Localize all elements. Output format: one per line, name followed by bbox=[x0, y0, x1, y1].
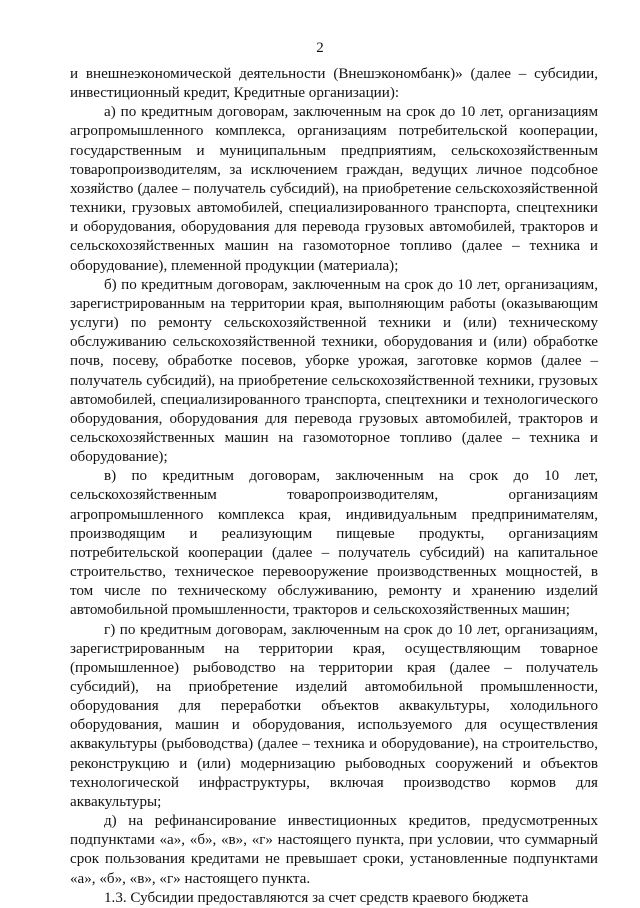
paragraph-1-3: 1.3. Субсидии предоставляются за счет средств краевого бюджета bbox=[104, 889, 529, 906]
paragraph-v: в) по кредитным договорам, заключенным на срок до 10 лет, сельскохозяйственным товаропроизводителям, организациям агропромышленного комплекса края, индивидуальным предпринимателям, производящим и реализующим пищевые продукты, организациям потребительской кооперации (далее – получатель субсидий) на капитальное строительство, техническое перевооружение производственных мощностей, в том числе по техническому обслуживанию, ремонту и хранению изделий автомобильной промышленности, тракторов и сельскохозяйственных машин; bbox=[70, 468, 598, 619]
paragraph-a: а) по кредитным договорам, заключенным на срок до 10 лет, организациям агропромышленного комплекса, организациям потребительской кооперации, государственным и муниципальным предприятиям, сельскохозяйственным товаропроизводителям, за исключением граждан, ведущих личное подсобное хозяйство (далее – получатель субсидий), на приобретение сельскохозяйственной техники, грузовых автомобилей, специализированного транспорта, спецтехники и оборудования, оборудования для перевода грузовых автомобилей, тракторов и сельскохозяйственных машин на газомоторное топливо (далее – техника и оборудование), племенной продукции (материала); bbox=[70, 104, 598, 274]
paragraph-d: д) на рефинансирование инвестиционных кредитов, предусмотренных подпунктами «а», «б», «в», «г» настоящего пункта, при условии, что суммарный срок пользования кредитами не превышает сроки, установленные подпунктами «а», «б», «в», «г» настоящего пункта. bbox=[70, 813, 598, 887]
paragraph-b: б) по кредитным договорам, заключенным на срок до 10 лет, организациям, зарегистрированным на территории края, выполняющим работы (оказывающим услуги) по ремонту сельскохозяйственной техники и (или) техническому обслуживанию сельскохозяйственной техники, оборудования и (или) обработке почв, посеву, обработке посевов, уборке урожая, заготовке кормов (далее – получатель субсидий), на приобретение сельскохозяйственной техники, грузовых автомобилей, специализированного транспорта, спецтехники и технологического оборудования, оборудования для перевода грузовых автомобилей, тракторов и сельскохозяйственных машин на газомоторное топливо (далее – техника и оборудование); bbox=[70, 276, 598, 466]
document-body bbox=[70, 65, 598, 908]
paragraph-intro: и внешнеэкономической деятельности (Внешэкономбанк)» (далее – субсидии, инвестиционный кредит, Кредитные организации): bbox=[70, 66, 598, 102]
paragraph-g: г) по кредитным договорам, заключенным на срок до 10 лет, организациям, зарегистрированным на территории края, осуществляющим товарное (промышленное) рыбоводство на территории края (далее – получатель субсидий), на приобретение изделий автомобильной промышленности, оборудования для переработки объектов аквакультуры, холодильного оборудования, машин и оборудования, используемого для осуществления аквакультуры (рыбоводства) (далее – техника и оборудование), на строительство, реконструкцию и (или) модернизацию рыбоводных сооружений и объектов технологической инфраструктуры, включая производство кормов для аквакультуры; bbox=[70, 621, 598, 810]
page-number: 2 bbox=[316, 40, 324, 56]
